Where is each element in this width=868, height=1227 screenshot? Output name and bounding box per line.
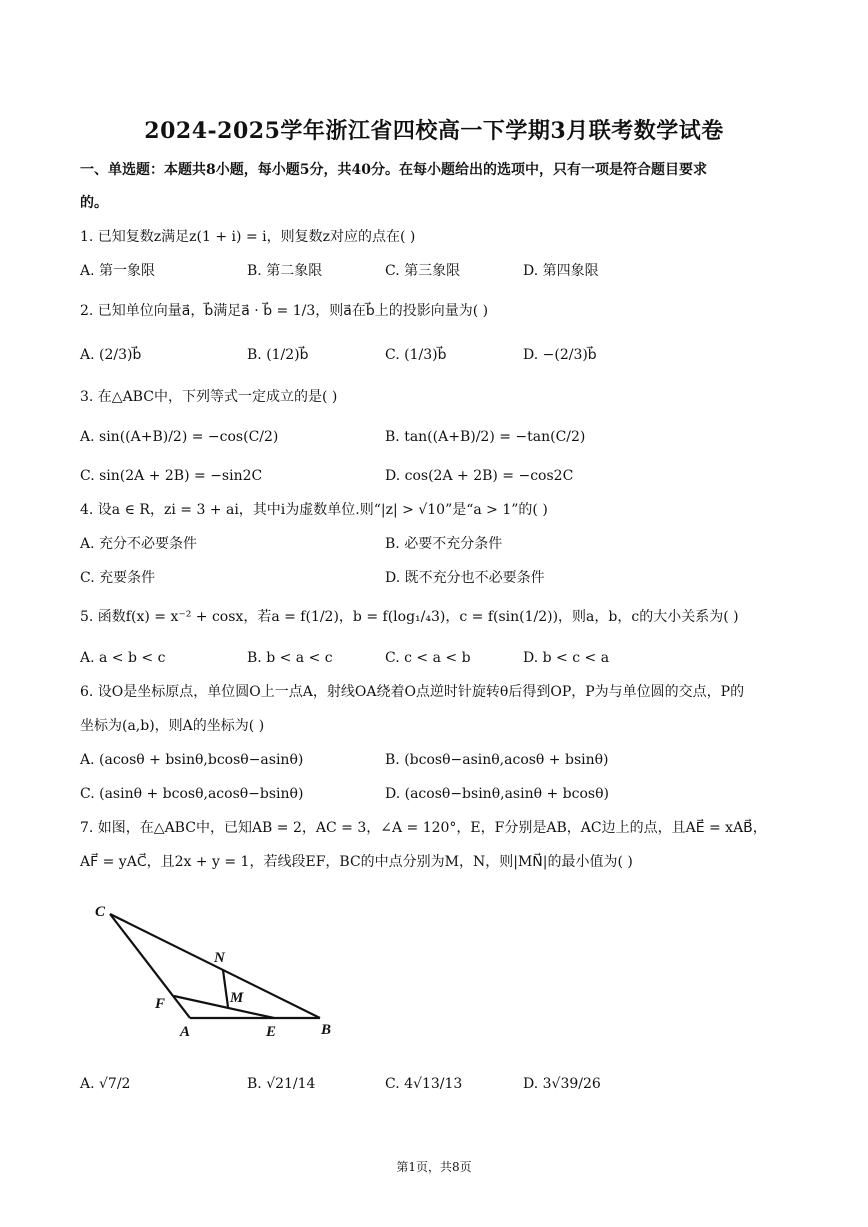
label-b: B [321,1022,332,1038]
q3-option-b: B. tan((A+B)/2) = −tan(C/2) [385,429,586,445]
q4-option-b: B. 必要不充分条件 [385,536,503,552]
q1-option-d: D. 第四象限 [523,263,599,279]
q4-option-a: A. 充分不必要条件 [80,536,198,552]
q2-option-b: B. (1/2)b⃗ [247,347,309,363]
segment-fe [174,996,274,1018]
q7-option-b: B. √21/14 [247,1076,316,1092]
q3-option-a: A. sin((A+B)/2) = −cos(C/2) [80,429,279,445]
page-title: 2024-2025学年浙江省四校高一下学期3月联考数学试卷 [144,118,724,144]
q7-option-a: A. √7/2 [80,1076,131,1092]
q2-option-c: C. (1/3)b⃗ [385,347,447,363]
q5-option-a: A. a < b < c [80,650,166,666]
question-4-stem: 4. 设a ∈ R，zi = 3 + ai，其中i为虚数单位.则“|z| > √10”是“a > 1”的( ) [80,502,548,518]
q6-option-c: C. (asinθ + bcosθ,acosθ−bsinθ) [80,786,304,802]
side-ca [110,914,190,1018]
q5-option-d: D. b < c < a [523,650,610,666]
q2-option-d: D. −(2/3)b⃗ [523,347,597,363]
question-6-stem-line2: 坐标为(a,b)，则A的坐标为( ) [80,718,265,734]
q6-option-b: B. (bcosθ−asinθ,acosθ + bsinθ) [385,752,609,768]
label-m: M [230,990,244,1006]
page-footer: 第1页，共8页 [396,1160,472,1174]
label-e: E [266,1024,277,1040]
question-2-stem: 2. 已知单位向量a⃗，b⃗满足a⃗ · b⃗ = 1/3，则a⃗在b⃗上的投影向量为( ) [80,303,489,319]
triangle-figure [92,898,342,1046]
q1-option-b: B. 第二象限 [247,263,323,279]
question-1-stem: 1. 已知复数z满足z(1 + i) = i，则复数z对应的点在( ) [80,229,416,245]
label-f: F [155,996,166,1012]
question-6-stem-line1: 6. 设O是坐标原点，单位圆O上一点A，射线OA绕着O点逆时针旋转θ后得到OP，P为与单位圆的交点，P的 [80,684,745,700]
section-heading-line2: 的。 [80,195,108,211]
q2-option-a: A. (2/3)b⃗ [80,347,142,363]
q5-option-c: C. c < a < b [385,650,471,666]
section-heading-line1: 一、单选题：本题共8小题，每小题5分，共40分。在每小题给出的选项中，只有一项是符合题目要求 [80,162,707,178]
question-7-stem-line2: AF⃗ = yAC⃗，且2x + y = 1，若线段EF，BC的中点分别为M，N，则|MN⃗|的最小值为( ) [80,854,633,870]
q1-option-c: C. 第三象限 [385,263,461,279]
q7-option-d: D. 3√39/26 [523,1076,601,1092]
q6-option-a: A. (acosθ + bsinθ,bcosθ−asinθ) [80,752,304,768]
q1-option-a: A. 第一象限 [80,263,156,279]
side-cb [110,914,320,1018]
label-c: C [95,904,106,920]
label-n: N [214,950,225,966]
question-3-stem: 3. 在△ABC中，下列等式一定成立的是( ) [80,389,338,405]
question-5-stem: 5. 函数f(x) = x⁻² + cosx，若a = f(1/2)，b = f(log₁/₄3)，c = f(sin(1/2))，则a，b，c的大小关系为( ) [80,609,739,625]
label-a: A [180,1024,191,1040]
q6-option-d: D. (acosθ−bsinθ,asinθ + bcosθ) [385,786,609,802]
question-7-stem-line1: 7. 如图，在△ABC中，已知AB = 2，AC = 3，∠A = 120°，E，F分别是AB，AC边上的点，且AE⃗ = xAB⃗， [80,820,767,836]
segment-mn [223,970,228,1007]
q4-option-c: C. 充要条件 [80,570,156,586]
q4-option-d: D. 既不充分也不必要条件 [385,570,545,586]
q3-option-c: C. sin(2A + 2B) = −sin2C [80,468,263,484]
q7-option-c: C. 4√13/13 [385,1076,463,1092]
q3-option-d: D. cos(2A + 2B) = −cos2C [385,468,574,484]
q5-option-b: B. b < a < c [247,650,333,666]
